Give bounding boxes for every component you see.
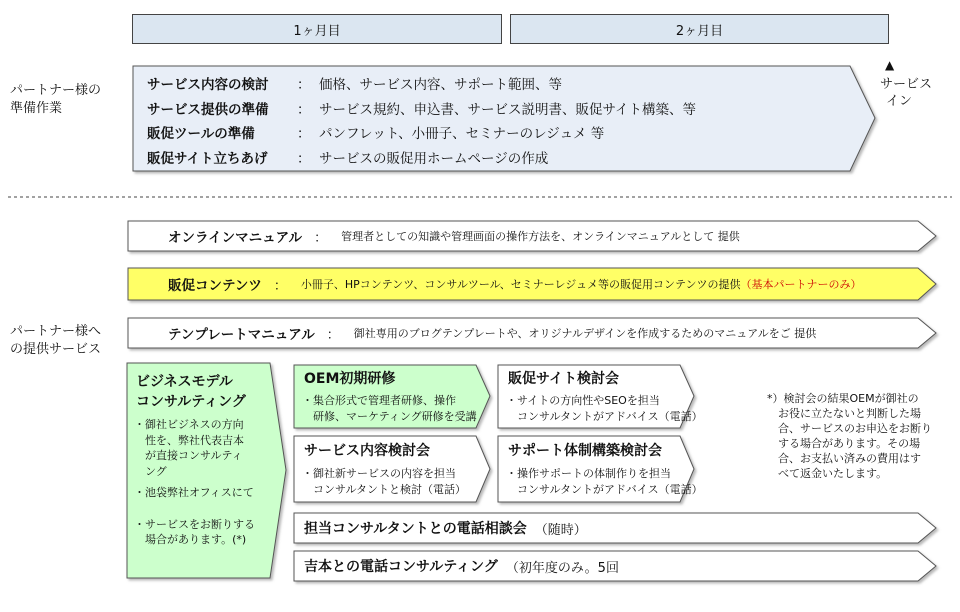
footnote: *）検討会の結果OEMが御社の お役に立たないと判断した場 合、サービスのお申込をお断り する場合があります。その場 合、お支払い済みの費用はす べて返金いたします。	[767, 392, 932, 480]
prep-item: 販促ツールの準備 ： パンフレット、小冊子、セミナーのレジュメ 等	[147, 126, 605, 143]
yoshimoto-consult-title: 吉本との電話コンサルティング	[304, 559, 498, 575]
business-model-bullet: ・池袋弊社オフィスにて	[134, 486, 254, 499]
online-manual-bar: オンラインマニュアル ： 管理者としての知識や管理画面の操作方法を、オンラインマニュアルとして 提供	[168, 221, 740, 251]
support-system-review-title: サポート体制構築検討会	[508, 443, 662, 459]
phone-consult-bar	[304, 513, 587, 543]
template-manual-title: テンプレートマニュアル	[168, 327, 315, 343]
business-model-bullets	[134, 417, 255, 548]
business-model-bullet: ・御社ビジネスの方向 性を、弊社代表吉本 が直接コンサルティ ング	[134, 418, 244, 478]
prep-items-list	[147, 71, 696, 169]
promo-site-review-title: 販促サイト検討会	[508, 371, 620, 387]
support-system-review-desc: ・操作サポートの体制作りを担当 コンサルタントがアドバイス（電話）	[506, 467, 703, 496]
business-model-bullet: ・サービスをお断りする 場合があります。(*)	[134, 517, 255, 546]
provided-section-label: パートナー様へ の提供サービス	[10, 324, 102, 357]
service-in-marker-icon: ▲	[885, 58, 895, 72]
promo-contents-note: （基本パートナーのみ）	[740, 278, 862, 291]
month-2-label: 2ヶ月目	[675, 23, 724, 39]
oem-training-desc: ・集合形式で管理者研修、操作 研修、マーケティング研修を受講	[302, 394, 477, 423]
phone-consult-note: （随時）	[534, 522, 587, 538]
service-content-review-title: サービス内容検討会	[304, 443, 430, 459]
prep-section-label: パートナー様の 準備作業	[10, 83, 102, 116]
prep-item: サービス提供の準備 ： サービス規約、申込書、サービス説明書、販促サイト構築、等	[147, 101, 697, 118]
online-manual-title: オンラインマニュアル	[168, 230, 303, 246]
promo-contents-bar: 販促コンテンツ ： 小冊子、HPコンテンツ、コンサルツール、セミナーレジュメ等の販促用コンテンツの提供 （基本パートナーのみ）	[168, 268, 862, 300]
timeline-month-2	[510, 14, 889, 44]
service-in-label: サービス イン	[880, 77, 933, 109]
phone-consult-title: 担当コンサルタントとの電話相談会	[304, 521, 527, 537]
promo-contents-desc: 小冊子、HPコンテンツ、コンサルツール、セミナーレジュメ等の販促用コンテンツの提供	[300, 278, 741, 291]
oem-training-title: OEM初期研修	[304, 371, 396, 387]
timeline-month-1	[132, 14, 502, 44]
yoshimoto-consult-bar	[304, 551, 619, 581]
template-manual-desc: 御社専用のブログテンプレートや、オリジナルデザインを作成するためのマニュアルをご 提供	[353, 327, 817, 340]
prep-item: サービス内容の検討 ： 価格、サービス内容、サポート範囲、等	[147, 77, 562, 94]
month-1-label: 1ヶ月目	[293, 23, 341, 39]
template-manual-bar: テンプレートマニュアル ： 御社専用のブログテンプレートや、オリジナルデザインを作成するためのマニュアルをご 提供	[168, 318, 816, 348]
promo-contents-title: 販促コンテンツ	[168, 278, 262, 294]
promo-site-review-desc: ・サイトの方向性やSEOを担当 コンサルタントがアドバイス（電話）	[506, 394, 703, 423]
prep-item: 販促サイト立ちあげ ： サービスの販促用ホームページの作成	[147, 150, 549, 167]
service-content-review-desc: ・御社新サービスの内容を担当 コンサルタントと検討（電話）	[302, 467, 467, 496]
online-manual-desc: 管理者としての知識や管理画面の操作方法を、オンラインマニュアルとして 提供	[341, 230, 740, 243]
yoshimoto-consult-note: （初年度のみ。5回	[505, 560, 619, 576]
business-model-title: ビジネスモデル コンサルティング	[136, 374, 246, 410]
